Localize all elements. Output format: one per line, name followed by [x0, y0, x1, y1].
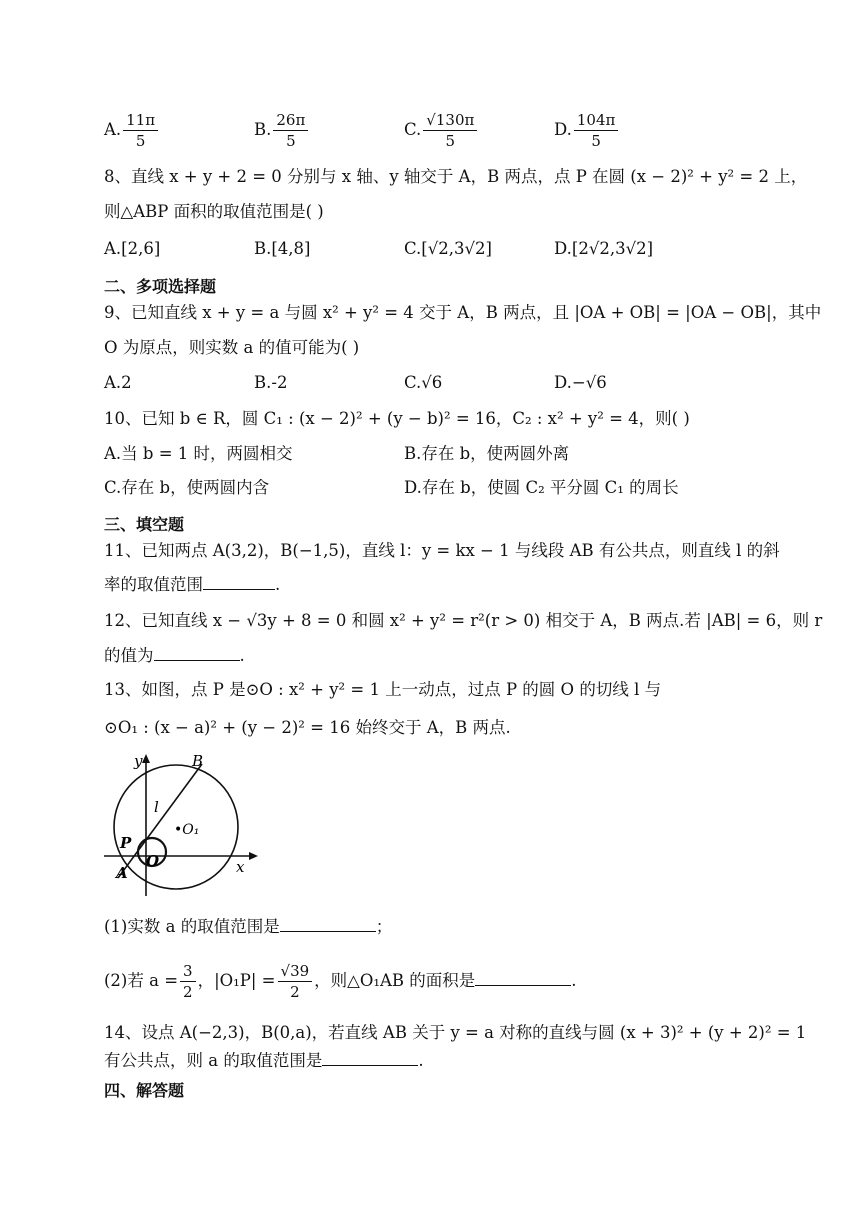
- q13-stem-line1: 13、如图，点 P 是⊙O : x² + y² = 1 上一动点，过点 P 的圆 O 的切线 l 与: [104, 680, 662, 699]
- q14-text: 有公共点，则 a 的取值范围是: [104, 1051, 323, 1070]
- fig-label-x: x: [236, 858, 245, 876]
- q11-stem-line1: 11、已知两点 A(3,2)，B(−1,5)，直线 l：y = kx − 1 与线段 AB 有公共点，则直线 l 的斜: [104, 541, 780, 560]
- q13-sub2: [104, 958, 577, 1004]
- fraction: [273, 110, 308, 151]
- numerator: 104π: [574, 110, 619, 131]
- numerator: 3: [180, 961, 196, 982]
- denominator: 2: [290, 983, 300, 1001]
- answer-blank: [154, 646, 240, 661]
- q10-option-d: D.存在 b，使圆 C₂ 平分圆 C₁ 的周长: [404, 478, 679, 497]
- numerator: √39: [278, 961, 313, 982]
- q10-option-c: C.存在 b，使两圆内含: [104, 478, 270, 497]
- fraction: [423, 110, 477, 151]
- q14-period: .: [418, 1051, 424, 1070]
- x-axis-arrow: [249, 852, 258, 860]
- y-axis-arrow: [142, 754, 150, 763]
- denominator: 5: [445, 132, 456, 150]
- q9-stem-line1: 9、已知直线 x + y = a 与圆 x² + y² = 4 交于 A，B 两点，且 |OA + OB| = |OA − OB|，其中: [104, 303, 822, 322]
- q13-sub2-text-c: ，则△O₁AB 的面积是: [314, 971, 476, 990]
- denominator: 2: [183, 983, 193, 1001]
- q9-option-c: C.√6: [404, 373, 443, 392]
- fig-label-y: y: [134, 752, 143, 770]
- fraction: [123, 110, 158, 151]
- q8-stem-line1: 8、直线 x + y + 2 = 0 分别与 x 轴、y 轴交于 A，B 两点，点 P 在圆 (x − 2)² + y² = 2 上，: [104, 167, 808, 186]
- q13-stem-line2: ⊙O₁ : (x − a)² + (y − 2)² = 16 始终交于 A，B 两点.: [104, 718, 511, 737]
- fig-label-l: l: [154, 798, 159, 816]
- q11-period: .: [275, 575, 281, 594]
- q7-option-b: [254, 110, 310, 151]
- q13-sub1-punct: ；: [375, 917, 393, 936]
- option-letter: B.: [254, 120, 272, 139]
- q9-stem-line2: O 为原点，则实数 a 的值可能为( ): [104, 338, 360, 357]
- q13-sub2-text: (2)若 a =: [104, 971, 179, 990]
- q8-option-b: B.[4,8]: [254, 239, 311, 258]
- fig-label-b: B: [192, 752, 204, 770]
- q13-figure: [98, 750, 268, 900]
- denominator: 5: [135, 132, 146, 150]
- answer-blank: [280, 917, 376, 932]
- q10-option-b: B.存在 b，使两圆外离: [404, 444, 570, 463]
- fraction: [574, 110, 619, 151]
- denominator: 5: [286, 132, 296, 150]
- option-letter: A.: [104, 120, 122, 139]
- q12-stem-line2: [104, 645, 245, 667]
- section-heading-solutions: 四、解答题: [104, 1081, 185, 1100]
- fig-label-p: P: [120, 834, 132, 852]
- q13-sub2-text-b: ，|O₁P| =: [197, 971, 276, 990]
- answer-blank: [475, 971, 571, 986]
- q9-option-a: A.2: [104, 373, 132, 392]
- fig-label-a: A: [116, 864, 128, 882]
- q14-stem-line2: [104, 1050, 424, 1072]
- answer-blank: [203, 575, 275, 590]
- q12-period: .: [239, 646, 245, 665]
- denominator: 5: [591, 132, 601, 150]
- option-letter: D.: [554, 120, 572, 139]
- q11-text: 率的取值范围: [104, 575, 203, 594]
- q12-stem-line1: 12、已知直线 x − √3y + 8 = 0 和圆 x² + y² = r²(r > 0) 相交于 A，B 两点.若 |AB| = 6，则 r: [104, 611, 823, 630]
- q14-stem-line1: 14、设点 A(−2,3)，B(0,a)，若直线 AB 关于 y = a 对称的直线与圆 (x + 3)² + (y + 2)² = 1: [104, 1023, 807, 1042]
- section-heading-multiple-choice: 二、多项选择题: [104, 277, 217, 296]
- numerator: 26π: [273, 110, 308, 131]
- tangent-line-l: [118, 764, 202, 878]
- q13-sub1-text: (1)实数 a 的取值范围是: [104, 917, 280, 936]
- q8-option-d: D.[2√2,3√2]: [554, 239, 654, 258]
- q7-option-a: [104, 110, 160, 151]
- q8-option-a: A.[2,6]: [104, 239, 161, 258]
- fig-label-o1: •O₁: [174, 822, 200, 838]
- q8-option-c: C.[√2,3√2]: [404, 239, 492, 258]
- fraction-a: [180, 961, 196, 1002]
- q10-option-a: A.当 b = 1 时，两圆相交: [104, 444, 293, 463]
- q7-option-c: [404, 110, 479, 151]
- q13-sub2-period: .: [571, 971, 577, 990]
- numerator: 11π: [123, 110, 158, 131]
- q9-option-d: D.−√6: [554, 373, 607, 392]
- q8-stem-line2: 则△ABP 面积的取值范围是( ): [104, 202, 324, 221]
- fraction-o1p: [278, 961, 313, 1002]
- q11-stem-line2: [104, 574, 280, 596]
- option-letter: C.: [404, 120, 422, 139]
- numerator: √130π: [423, 110, 477, 131]
- q13-sub1: [104, 916, 392, 938]
- q10-stem: 10、已知 b ∈ R，圆 C₁ : (x − 2)² + (y − b)² = 16，C₂ : x² + y² = 4，则( ): [104, 409, 690, 428]
- q9-option-b: B.-2: [254, 373, 288, 392]
- answer-blank: [322, 1051, 418, 1066]
- q12-text: 的值为: [104, 646, 154, 665]
- section-heading-fill-in: 三、填空题: [104, 515, 185, 534]
- q7-option-d: [554, 110, 620, 151]
- fig-label-o: O: [146, 852, 160, 870]
